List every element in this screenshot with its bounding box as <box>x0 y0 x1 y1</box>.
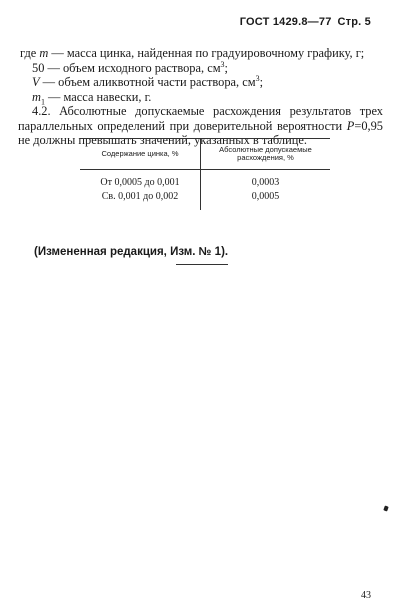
standard-number: ГОСТ 1429.8—77 <box>239 16 332 28</box>
table-cell: 0,0003 <box>251 177 280 188</box>
table-body <box>80 170 330 210</box>
tolerance-table <box>80 138 330 210</box>
definition-v: V — объем аликвотной части раствора, $см^3$; <box>32 73 264 89</box>
clause-line-2: параллельных определений при доверительной вероятности P=0,95 <box>18 118 383 133</box>
table-cell: Св. 0,001 до 0,002 <box>101 191 179 202</box>
document-body <box>18 46 383 148</box>
definition-m1: $m_1$ — масса навески, г. <box>32 89 152 106</box>
table-header <box>80 139 330 170</box>
clause-line-3: не должны превышать значений, указанных в таблице. <box>18 133 307 147</box>
amendment-note: (Измененная редакция, Изм. № 1). <box>34 246 229 258</box>
table-cell: 0,0005 <box>251 191 280 202</box>
header-zinc-content: Содержание цинка, % <box>80 139 201 169</box>
definition-50: 50 — объем исходного раствора, $см^3$; <box>32 59 228 75</box>
header-tolerance: Абсолютные допускаемые расхождения, % <box>219 144 312 162</box>
clause-line-1: 4.2. Абсолютные допускаемые расхождения результатов трех <box>32 104 383 118</box>
table-cell: От 0,0005 до 0,001 <box>100 177 180 188</box>
ink-mark <box>383 505 388 511</box>
definition-m: где m — масса цинка, найденная по градуировочному графику, г; <box>20 46 365 60</box>
page-header <box>240 16 371 28</box>
section-divider <box>176 264 228 265</box>
page-number: 43 <box>361 590 371 601</box>
page-label: Стр. 5 <box>337 16 371 28</box>
